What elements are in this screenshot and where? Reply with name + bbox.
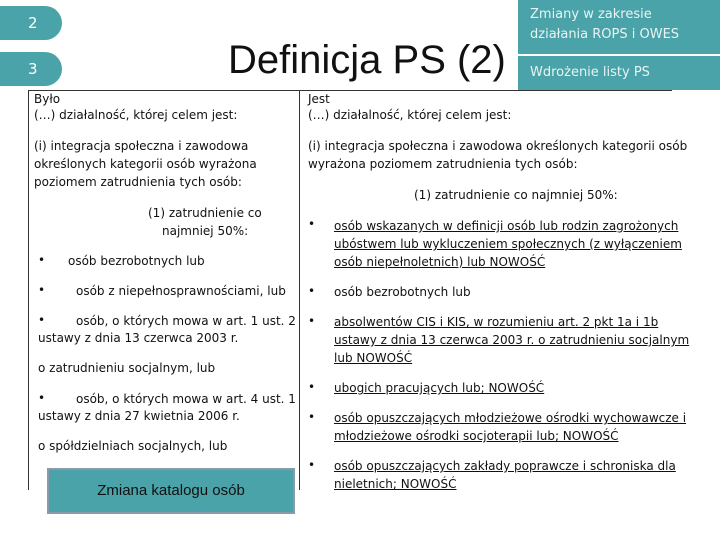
right-bullet-3-line-2[interactable]: ustawy z dnia 13 czerwca 2003 r. o zatrudnieniu socjalnym [334, 333, 690, 347]
bullet-icon: • [308, 380, 316, 394]
right-bullet-2: osób bezrobotnych lub [334, 285, 471, 299]
bullet-icon: • [38, 313, 46, 327]
right-bullet-3-line-3[interactable]: lub NOWOŚĆ [334, 351, 413, 365]
side-nav-ps-list[interactable]: Wdrożenie listy PS [518, 56, 720, 90]
section-tab-3[interactable]: 3 [0, 52, 62, 86]
right-bullet-3-line-1[interactable]: absolwentów CIS i KIS, w rozumieniu art. 2 pkt 1a i 1b [334, 315, 659, 329]
left-bullet-2: osób z niepełnosprawnościami, lub [76, 284, 286, 298]
left-bullet-3-line-2: ustawy z dnia 13 czerwca 2003 r. [38, 331, 239, 345]
left-bullet-4-line-2: ustawy z dnia 27 kwietnia 2006 r. [38, 409, 240, 423]
bullet-icon: • [38, 253, 46, 267]
bullet-icon: • [308, 284, 316, 298]
bullet-icon: • [38, 283, 46, 297]
right-bullet-5-line-1[interactable]: osób opuszczających młodzieżowe ośrodki wychowawcze i [334, 411, 687, 425]
page-title: Definicja PS (2) [228, 38, 506, 82]
bullet-icon: • [308, 217, 316, 231]
left-p1-line-2: określonych kategorii osób wyrażona [34, 157, 257, 171]
left-p1-line-1: (i) integracja społeczna i zawodowa [34, 139, 249, 153]
side-nav-changes[interactable] [518, 0, 720, 54]
side-nav-changes-line-1: Zmiany w zakresie [530, 7, 652, 22]
left-bullet-3-cont: o zatrudnieniu socjalnym, lub [38, 361, 216, 375]
right-intro: (…) działalność, której celem jest: [308, 108, 512, 122]
side-nav-changes-line-2: działania ROPS i OWES [530, 27, 680, 42]
bullet-icon: • [308, 458, 316, 472]
left-intro: (…) działalność, której celem jest: [34, 108, 238, 122]
bullet-icon: • [38, 391, 46, 405]
left-bullet-4-cont: o spółdzielniach socjalnych, lub [38, 439, 228, 453]
right-employment: (1) zatrudnienie co najmniej 50%: [414, 188, 618, 202]
left-bullet-3-line-1: osób, o których mowa w art. 1 ust. 2 [76, 314, 296, 328]
left-header: Było [34, 92, 61, 106]
right-p1-line-1: (i) integracja społeczna i zawodowa określonych kategorii osób [308, 139, 688, 153]
right-header: Jest [308, 92, 330, 106]
right-bullet-1-line-3[interactable]: osób niepełnoletnich) lub NOWOŚĆ [334, 255, 546, 269]
left-bullet-1: osób bezrobotnych lub [68, 254, 205, 268]
section-tab-2[interactable]: 2 [0, 6, 62, 40]
right-bullet-6-line-1[interactable]: osób opuszczających zakłady poprawcze i schroniska dla [334, 459, 676, 473]
right-bullet-4[interactable]: ubogich pracujących lub; NOWOŚĆ [334, 381, 545, 395]
right-bullet-6-line-2[interactable]: nieletnich; NOWOŚĆ [334, 477, 457, 491]
right-bullet-5-line-2[interactable]: młodzieżowe ośrodki socjoterapii lub; NOWOŚĆ [334, 429, 619, 443]
right-bullet-1-line-1[interactable]: osób wskazanych w definicji osób lub rodzin zagrożonych [334, 219, 679, 233]
left-employment-line-1: (1) zatrudnienie co [148, 206, 262, 220]
right-p1-line-2: wyrażona poziomem zatrudnienia tych osób: [308, 157, 578, 171]
left-employment-line-2: najmniej 50%: [162, 224, 249, 238]
catalog-change-button[interactable]: Zmiana katalogu osób [47, 468, 295, 514]
right-bullet-1-line-2[interactable]: ubóstwem lub wykluczeniem społecznych (z wyłączeniem [334, 237, 682, 251]
left-p1-line-3: poziomem zatrudnienia tych osób: [34, 175, 242, 189]
bullet-icon: • [308, 410, 316, 424]
bullet-icon: • [308, 314, 316, 328]
left-bullet-4-line-1: osób, o których mowa w art. 4 ust. 1 [76, 392, 296, 406]
